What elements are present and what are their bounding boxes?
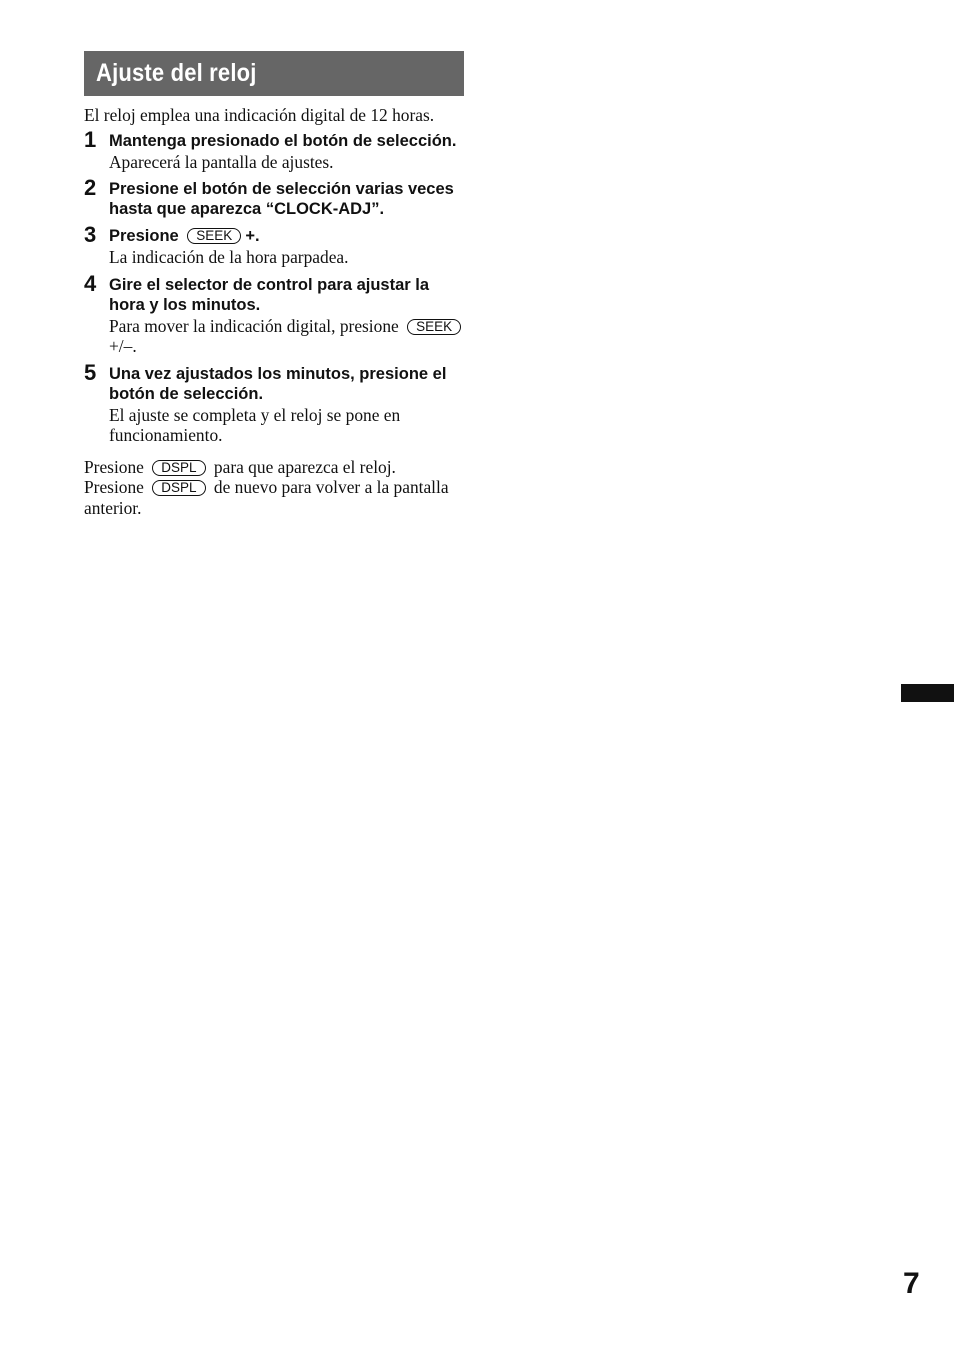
step-heading-text: Presione: [109, 227, 179, 245]
step-4: [84, 270, 469, 357]
step-number: 4: [84, 270, 97, 296]
outro-line2-suffix: de nuevo para volver a la pantalla anterior.: [84, 477, 449, 518]
dspl-key: DSPL: [152, 460, 205, 476]
step-body: Aparecerá la pantalla de ajustes.: [109, 151, 334, 172]
intro-paragraph: El reloj emplea una indicación digital de 12 horas.: [84, 105, 435, 125]
step-number: 5: [84, 359, 97, 385]
step-heading-suffix: +.: [245, 227, 260, 245]
step-number: 2: [84, 175, 97, 200]
content-column: [84, 105, 469, 518]
step-number: 1: [84, 126, 97, 152]
section-title-bar: [84, 51, 464, 96]
step-heading: Presione el botón de selección varias veces hasta que aparezca “CLOCK-ADJ”.: [109, 180, 454, 218]
step-heading: Mantenga presionado el botón de selección.: [109, 131, 457, 150]
step-5: [84, 359, 469, 446]
step-3: [84, 222, 469, 268]
step-body-suffix: +/–.: [109, 336, 137, 356]
outro-line1-suffix: para que aparezca el reloj.: [213, 456, 396, 477]
step-1: [84, 126, 469, 173]
dspl-key: DSPL: [152, 480, 205, 496]
step-body: [109, 316, 469, 357]
seek-key: SEEK: [187, 228, 241, 244]
step-number: 3: [84, 222, 97, 247]
step-body: La indicación de la hora parpadea.: [109, 247, 349, 267]
step-heading: Una vez ajustados los minutos, presione el botón de selección.: [109, 364, 447, 403]
step-heading: [109, 226, 469, 246]
outro-line1-text: Presione: [84, 456, 144, 477]
outro-line2-text: Presione: [84, 477, 144, 497]
step-2: [84, 175, 469, 219]
outro-paragraph: [84, 457, 469, 519]
section-title: Ajuste del reloj: [96, 59, 257, 87]
step-heading: Gire el selector de control para ajustar la hora y los minutos.: [109, 275, 430, 314]
step-body: El ajuste se completa y el reloj se pone en funcionamiento.: [109, 404, 401, 445]
section-side-tab: [901, 684, 954, 702]
seek-key: SEEK: [407, 319, 461, 335]
page-number: 7: [903, 1267, 920, 1300]
step-body-text: Para mover la indicación digital, presione: [109, 315, 399, 336]
